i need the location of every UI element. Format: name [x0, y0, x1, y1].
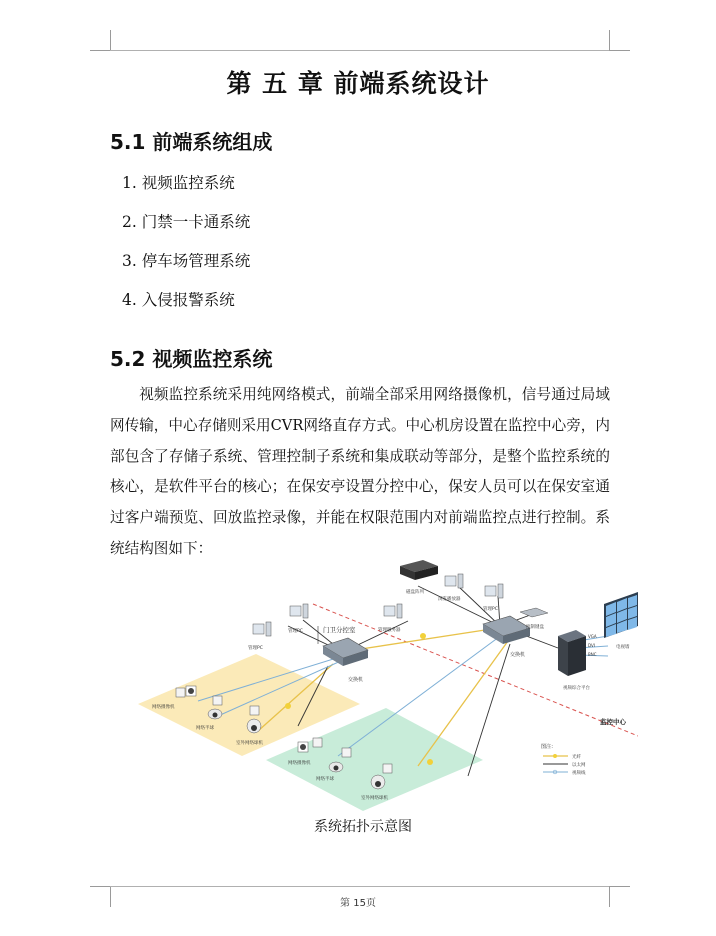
legend-item: 光纤	[572, 755, 581, 760]
camera-label: 网络半球	[196, 726, 214, 731]
fiber-node-icon	[427, 759, 433, 765]
switch-icon	[483, 616, 530, 644]
pc-label: 管理PC	[288, 629, 303, 634]
tv-wall-icon	[604, 592, 638, 638]
component-list	[122, 172, 250, 328]
decoder-label: 视频综合平台	[563, 686, 590, 691]
dvi-label: DVI	[588, 643, 595, 648]
zone-divider-line	[313, 604, 638, 736]
vga-label: VGA	[588, 634, 597, 639]
camera-label: 网络摄像机	[152, 705, 175, 710]
list-item: 4. 入侵报警系统	[122, 291, 235, 309]
topology-diagram	[138, 556, 638, 811]
section-title-5-2: 5.2 视频监控系统	[110, 347, 273, 371]
keyboard-label: 控制键盘	[526, 625, 544, 630]
storage-icon	[400, 560, 438, 580]
chapter-title: 第 五 章 前端系统设计	[226, 69, 490, 98]
switch-label: 交换机	[348, 677, 364, 683]
pc-label: 管理PC	[248, 646, 263, 651]
header-rule	[110, 50, 609, 51]
pc-label: 管理PC	[483, 607, 498, 612]
pc-icon	[445, 574, 463, 588]
legend-item: 视频线	[572, 771, 586, 776]
list-item: 2. 门禁一卡通系统	[122, 213, 251, 231]
guard-room-label: 门卫分控室	[323, 626, 356, 634]
section-title-5-1: 5.1 前端系统组成	[110, 130, 273, 154]
legend-item: 以太网	[572, 763, 586, 768]
camera-label: 室外网络球机	[236, 741, 263, 746]
server-label: 管理服务器	[378, 628, 401, 633]
keyboard-icon	[520, 608, 548, 617]
decoder-icon	[558, 630, 586, 676]
pc-icon	[485, 584, 503, 598]
list-item: 3. 停车场管理系统	[122, 252, 251, 270]
list-item: 1. 视频监控系统	[122, 174, 235, 192]
fiber-node-icon	[420, 633, 426, 639]
fiber-node-icon	[285, 703, 291, 709]
corner-mark-top-right	[609, 30, 630, 51]
tv-wall-label: 电视墙	[616, 645, 630, 650]
bnc-label: BNC	[588, 652, 597, 657]
legend-title: 图注：	[541, 744, 557, 750]
figure-caption: 系统拓扑示意图	[314, 819, 412, 835]
player-label: 浏览播放器	[438, 597, 461, 602]
legend	[541, 743, 586, 776]
monitor-center-label: 监控中心	[600, 718, 626, 726]
corner-mark-top-left	[90, 30, 111, 51]
pc-icon	[253, 622, 271, 636]
server-icon	[384, 604, 402, 618]
footer-rule	[110, 886, 609, 887]
camera-label: 网络摄像机	[288, 761, 311, 766]
switch-icon	[323, 638, 368, 666]
camera-label: 网络半球	[316, 777, 334, 782]
pc-icon	[290, 604, 308, 618]
body-paragraph: 视频监控系统采用纯网络模式，前端全部采用网络摄像机，信号通过局域网传输，中心存储则采用CVR网络直存方式。中心机房设置在监控中心旁，内部包含了存储子系统、管理控制子系统和集成联动等部分，是整个监控系统的核心，是软件平台的核心；在保安亭设置分控中心，保安人员可以在保安室通过客户端预览、回放监控录像，并能在权限范围内对前端监控点进行控制。系统结构图如下：	[110, 386, 610, 557]
storage-label: 磁盘阵列	[406, 590, 424, 595]
camera-label: 室外网络球机	[361, 796, 388, 801]
switch-label: 交换机	[510, 652, 526, 658]
page-number: 第 15页	[340, 898, 376, 909]
